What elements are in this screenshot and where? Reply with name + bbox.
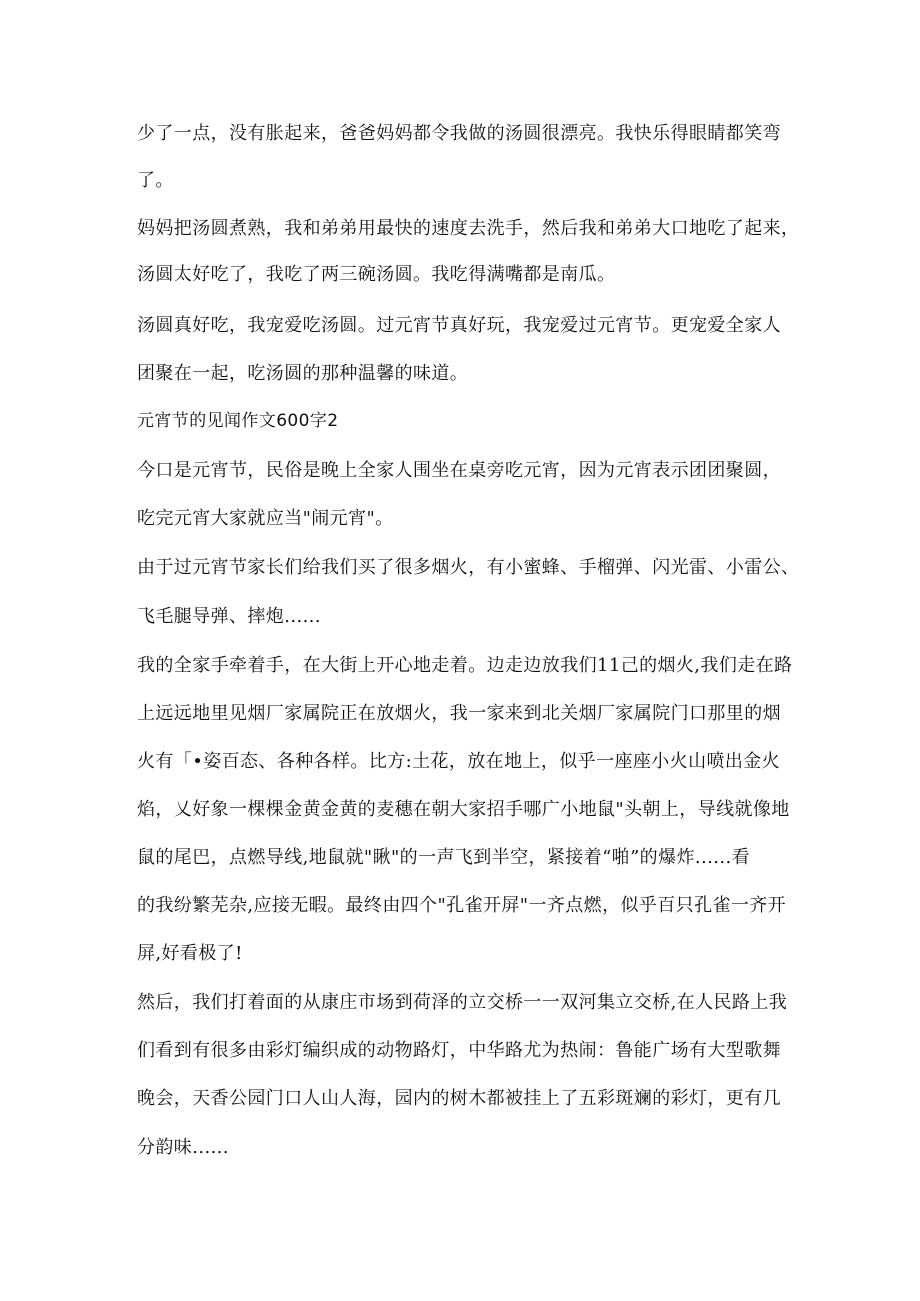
text-line: 妈妈把汤圆煮熟，我和弟弟用最快的速度去洗手，然后我和弟弟大口地吃了起来， — [137, 218, 800, 239]
text-line: 我的全家手牵着手，在大街上开心地走着。边走边放我们11己的烟火,我们走在路 — [137, 655, 793, 676]
text-line: 上远远地里见烟厂家属院正在放烟火，我一家来到北关烟厂家属院门口那里的烟 — [137, 703, 781, 724]
text-line: 们看到有很多由彩灯编织成的动物路灯，中华路尤为热闹：鲁能广场有大型歌舞 — [137, 1040, 781, 1061]
text-line: 汤圆真好吃，我宠爱吃汤圆。过元宵节真好玩，我宠爱过元宵节。更宠爱全家人 — [137, 315, 781, 336]
text-line: 飞毛腿导弹、摔炮...... — [137, 606, 321, 627]
text-line: 由于过元宵节家长们给我们买了很多烟火，有小蜜蜂、手榴弹、闪光雷、小雷公、 — [137, 557, 800, 578]
text-line: 鼠的尾巴，点燃导线,地鼠就"瞅"的一声飞到半空，紧接着“啪”的爆炸......看 — [137, 847, 751, 868]
text-line: 团聚在一起，吃汤圆的那种温馨的味道。 — [137, 363, 469, 384]
section-heading: 元宵节的见闻作文600字2 — [137, 411, 339, 431]
text-line: 吃完元宵大家就应当"闹元宵"。 — [137, 508, 394, 529]
text-line: 屏,好看极了! — [137, 943, 243, 964]
text-line: 焰，乂好象一棵棵金黄金黄的麦穗在朝大家招手哪广小地鼠"头朝上，导线就像地 — [137, 799, 790, 820]
text-line: 的我纷繁芜杂,应接无暇。最终由四个"孔雀开屏"一齐点燃，似乎百只孔雀一齐开 — [137, 895, 787, 916]
text-line: 汤圆太好吃了，我吃了两三碗汤圆。我吃得满嘴都是南瓜。 — [137, 264, 616, 285]
text-line: 晚会，天香公园门口人山人海，园内的树木都被挂上了五彩斑斓的彩灯，更有几 — [137, 1088, 781, 1109]
text-line: 火有「•姿百态、各种各样。比方:土花，放在地上，似乎一座座小火山喷出金火 — [137, 751, 781, 772]
text-line: 今口是元宵节，民俗是晚上全家人围坐在桌旁吃元宵，因为元宵表示团团聚圆， — [137, 460, 781, 481]
text-line: 少了一点，没有胀起来，爸爸妈妈都令我做的汤圆很漂亮。我快乐得眼睛都笑弯 — [137, 123, 781, 144]
text-line: 了。 — [137, 170, 174, 191]
text-line: 然后，我们打着面的从康庄市场到荷泽的立交桥一一双河集立交桥,在人民路上我 — [137, 992, 788, 1013]
text-line: 分韵味...... — [137, 1137, 229, 1158]
